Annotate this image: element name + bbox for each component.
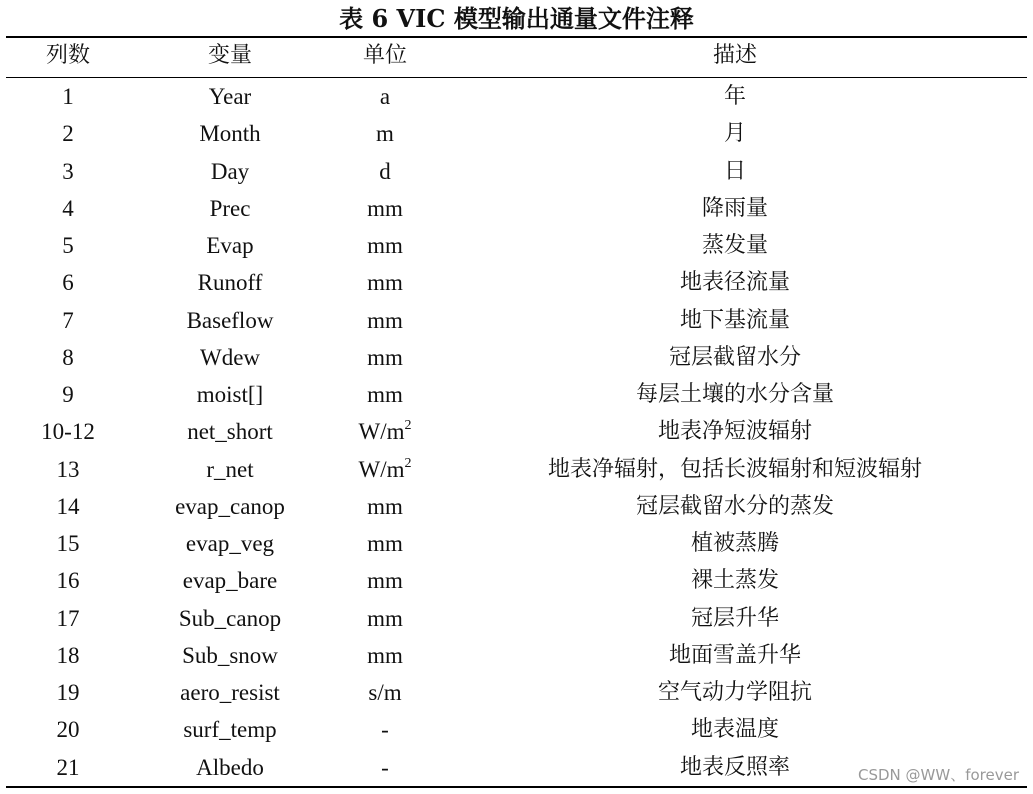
cell-variable: Runoff	[197, 270, 263, 296]
cell-column-number: 16	[56, 568, 80, 594]
cell-unit	[320, 563, 450, 599]
cell-variable: evap_veg	[185, 531, 275, 556]
cell-description: 日	[723, 158, 746, 184]
cell-column-number: 7	[62, 307, 74, 333]
unit-text: d	[379, 158, 391, 184]
cell-unit	[320, 489, 450, 525]
unit-text: mm	[367, 568, 403, 594]
cell-description: 植被蒸腾	[690, 531, 779, 556]
header-variable: 变量	[207, 43, 252, 68]
cell-variable: Prec	[209, 195, 251, 221]
table-row	[0, 414, 1033, 450]
cell-variable: Sub_canop	[178, 605, 282, 631]
table-row	[0, 675, 1033, 711]
unit-text: W/m	[358, 419, 405, 445]
cell-unit	[320, 601, 450, 637]
unit-text: mm	[367, 642, 403, 668]
table-row	[0, 563, 1033, 599]
unit-text: mm	[367, 605, 403, 631]
cell-variable: Year	[208, 84, 252, 109]
cell-unit	[320, 191, 450, 227]
cell-unit	[320, 675, 450, 711]
cell-column-number: 2	[62, 121, 74, 147]
cell-unit	[320, 303, 450, 339]
unit-superscript: 2	[404, 418, 412, 434]
cell-column-number: 17	[56, 605, 80, 631]
cell-description: 空气动力学阻抗	[657, 680, 812, 705]
unit-text: mm	[367, 195, 403, 221]
unit-text: W/m	[358, 456, 405, 482]
cell-unit	[320, 116, 450, 152]
unit-text: m	[376, 121, 394, 147]
cell-description: 每层土壤的水分含量	[635, 382, 834, 407]
cell-column-number: 18	[56, 642, 80, 668]
cell-unit	[320, 638, 450, 674]
cell-description: 月	[723, 121, 746, 147]
cell-column-number: 15	[56, 531, 80, 556]
table-row	[0, 191, 1033, 227]
unit-text: mm	[367, 344, 403, 370]
cell-column-number: 4	[62, 195, 74, 221]
cell-unit	[320, 340, 450, 376]
cell-description: 年	[723, 84, 746, 109]
cell-description: 冠层升华	[690, 605, 779, 631]
cell-variable: Day	[210, 158, 250, 184]
cell-column-number: 13	[56, 456, 80, 482]
unit-text: s/m	[368, 680, 402, 705]
table-row	[0, 79, 1033, 115]
cell-column-number: 8	[62, 344, 74, 370]
cell-variable: Baseflow	[186, 307, 274, 333]
cell-variable: aero_resist	[180, 680, 280, 705]
unit-text: mm	[367, 270, 403, 296]
cell-variable: evap_bare	[182, 568, 278, 594]
table-row	[0, 452, 1033, 488]
cell-unit	[320, 712, 450, 748]
cell-description: 冠层截留水分	[668, 344, 801, 370]
cell-variable: moist[]	[196, 382, 264, 407]
cell-variable: evap_canop	[175, 493, 285, 519]
cell-unit	[320, 228, 450, 264]
unit-text: mm	[367, 307, 403, 333]
cell-variable: surf_temp	[183, 717, 277, 743]
table-row	[0, 265, 1033, 301]
cell-description: 降雨量	[701, 195, 768, 221]
table-caption: 表 6 VIC 模型输出通量文件注释	[339, 4, 694, 33]
cell-description: 地表反照率	[679, 754, 790, 780]
cell-unit	[320, 79, 450, 115]
header-column-number: 列数	[45, 43, 90, 68]
header-description: 描述	[712, 43, 757, 68]
header-unit: 单位	[362, 43, 407, 68]
table-row	[0, 154, 1033, 190]
cell-column-number: 9	[62, 382, 74, 407]
table-row	[0, 303, 1033, 339]
cell-column-number: 5	[62, 233, 74, 258]
cell-description: 地表温度	[690, 717, 779, 743]
unit-text: -	[381, 717, 389, 743]
table-row	[0, 638, 1033, 674]
cell-description: 地表径流量	[679, 270, 790, 296]
cell-description: 地表净短波辐射	[657, 419, 812, 445]
table-row	[0, 601, 1033, 637]
unit-text: a	[379, 84, 391, 109]
cell-description: 冠层截留水分的蒸发	[635, 493, 834, 519]
cell-description: 裸土蒸发	[690, 568, 779, 594]
cell-column-number: 1	[62, 84, 74, 109]
watermark: CSDN @WW、forever	[858, 766, 1019, 784]
cell-description: 地表净辐射，包括长波辐射和短波辐射	[547, 456, 922, 482]
cell-unit	[320, 526, 450, 562]
unit-text: -	[381, 754, 389, 780]
cell-column-number: 6	[62, 270, 74, 296]
table-row	[0, 340, 1033, 376]
cell-column-number: 19	[56, 680, 80, 705]
cell-variable: r_net	[206, 456, 254, 482]
cell-column-number: 10-12	[41, 419, 95, 445]
cell-variable: Month	[199, 121, 261, 147]
cell-unit	[320, 265, 450, 301]
cell-unit	[320, 750, 450, 786]
cell-column-number: 20	[56, 717, 80, 743]
cell-column-number: 14	[56, 493, 80, 519]
cell-variable: Wdew	[199, 344, 261, 370]
unit-text: mm	[367, 382, 403, 407]
table-row	[0, 228, 1033, 264]
cell-description: 地面雪盖升华	[668, 642, 801, 668]
cell-variable: Albedo	[196, 754, 264, 780]
table-header-row	[0, 38, 1033, 74]
unit-text: mm	[367, 493, 403, 519]
cell-description: 蒸发量	[701, 233, 768, 258]
table-header-rule	[6, 77, 1027, 78]
cell-variable: net_short	[187, 419, 273, 445]
cell-variable: Evap	[206, 233, 254, 258]
cell-variable: Sub_snow	[182, 642, 278, 668]
cell-column-number: 3	[62, 158, 74, 184]
cell-column-number: 21	[56, 754, 80, 780]
table-row	[0, 712, 1033, 748]
table-row	[0, 116, 1033, 152]
unit-superscript: 2	[404, 455, 412, 471]
unit-text: mm	[367, 233, 403, 258]
cell-unit	[320, 377, 450, 413]
table-row	[0, 377, 1033, 413]
table-row	[0, 489, 1033, 525]
cell-unit	[320, 154, 450, 190]
table-row	[0, 526, 1033, 562]
cell-unit	[320, 414, 450, 450]
unit-text: mm	[367, 531, 403, 556]
cell-description: 地下基流量	[679, 307, 790, 333]
table-bottom-rule	[6, 786, 1027, 788]
cell-unit	[320, 452, 450, 488]
